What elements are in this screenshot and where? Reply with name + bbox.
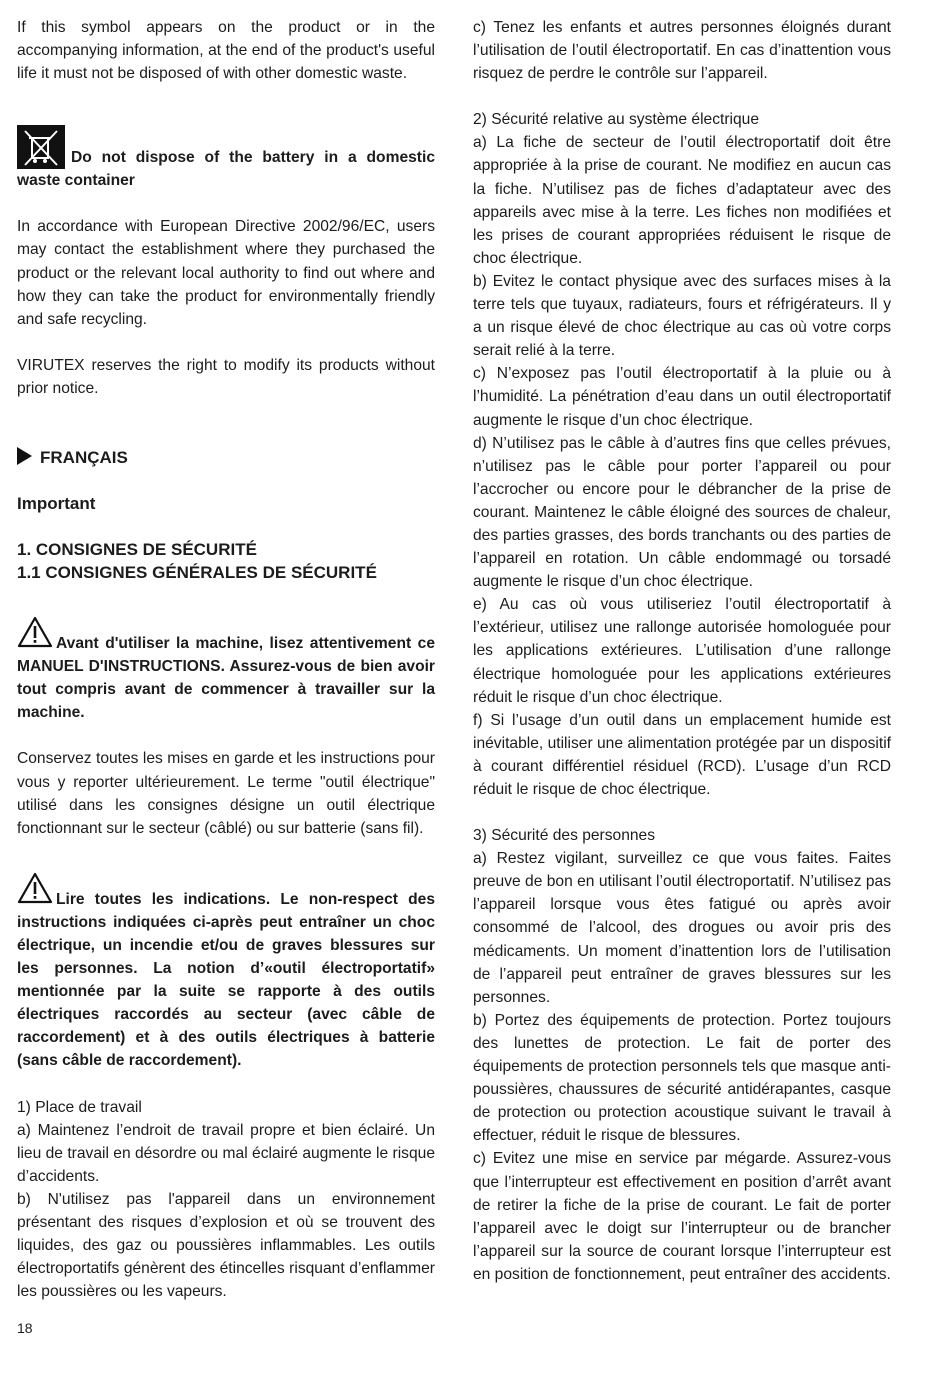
crossed-out-bin-icon [17, 125, 65, 169]
important-heading: Important [17, 494, 96, 514]
section-title-2: 1.1 CONSIGNES GÉNÉRALES DE SÉCURITÉ [17, 563, 377, 583]
paragraph-symbol: If this symbol appears on the product or in the accompanying information, at the end of the product's useful life it must not be disposed of with other domestic waste. [17, 19, 435, 83]
place-item-a: a) Maintenez l’endroit de travail propre et bien éclairé. Un lieu de travail en désordre ou mal éclairé augmente le risque d’accidents. [17, 1121, 435, 1185]
right-column [473, 16, 891, 1286]
page-number: 18 [17, 1320, 33, 1336]
language-heading-label: FRANÇAIS [40, 448, 128, 468]
electrical-item-c: c) N’exposez pas l’outil électroportatif à la pluie ou à l’humidité. La pénétration d’eau dans un outil électroportatif augmente le risque d’un choc électrique. [473, 365, 891, 429]
personal-item-a: a) Restez vigilant, surveillez ce que vous faites. Faites preuve de bon en utilisant l’outil électroportatif. N’utilisez pas l’appareil lorsque vous êtes fatigué ou après avoir consommé de l’alcool, des drogues ou avoir pris des médicaments. Un moment d’inattention lors de l’utilisation de l’appareil peut entraîner de graves blessures sur les personnes. [473, 850, 891, 1006]
electrical-item-b: b) Evitez le contact physique avec des surfaces mises à la terre tels que tuyaux, radiateurs, fours et réfrigérateurs. Il y a un risque élevé de choc électrique au cas où votre corps serait relié à la terre. [473, 272, 891, 360]
warning-text-2: Lire toutes les indications. Le non-respect des instructions indiquées ci-après peut entraîner un choc électrique, un incendie et/ou de graves blessures sur les personnes. La notion d’«outil électroportatif» mentionnée par la suite se rapporte à des outils électriques raccordés au secteur (avec câble de raccordement) et à des outils électriques à batterie (sans câble de raccordement). [17, 890, 435, 1070]
electrical-item-d: d) N’utilisez pas le câble à d’autres fins que celles prévues, n’utilisez pas le câble pour porter l’appareil ou pour l’accrocher ou encore pour le débrancher de la prise de courant. Maintenez le câble éloigné des sources de chaleur, des parties grasses, des bords tranchants ou des parties de l’appareil en rotation. Un câble endommagé ou torsadé augmente le risque d’un choc électrique. [473, 434, 891, 591]
battery-warning-block [17, 125, 435, 192]
section-title-1: 1. CONSIGNES DE SÉCURITÉ [17, 540, 257, 560]
electrical-heading: 2) Sécurité relative au système électrique [473, 111, 760, 129]
place-heading: 1) Place de travail [17, 1098, 142, 1116]
personal-item-c: c) Evitez une mise en service par mégarde. Assurez-vous que l’interrupteur est effectivement en position d’arrêt avant de retirer la fiche de la prise de courant. Le fait de porter l’appareil avec le doigt sur l’interrupteur ou de brancher l’appareil sur la source de courant lorsque l’interrupteur est en position de fonctionnement, peut entraîner des accidents. [473, 1150, 891, 1283]
warning-block-1 [17, 616, 435, 724]
electrical-item-e: e) Au cas où vous utiliseriez l’outil électroportatif à l’extérieur, utilisez une rallonge autorisée homologuée pour les applications extérieures. L’utilisation d’une rallonge électrique homologuée pour les applications extérieures réduit le risque d’un choc électrique. [473, 596, 891, 706]
paragraph-conservez: Conservez toutes les mises en garde et les instructions pour vous y reporter ultérieurement. Le terme "outil électrique" utilisé dans les consignes désigne un outil électrique fonctionnant sur le secteur (câblé) ou sur batterie (sans fil). [17, 750, 435, 837]
play-triangle-icon [17, 447, 32, 465]
language-heading [17, 446, 435, 469]
battery-warning-text: Do not dispose of the battery in a domestic waste container [17, 149, 435, 190]
warning-text-1: Avant d'utiliser la machine, lisez attentivement ce MANUEL D'INSTRUCTIONS. Assurez-vous de bien avoir tout compris avant de commencer à travailler sur la machine. [17, 635, 435, 722]
place-item-b: b) N'utilisez pas l'appareil dans un environnement présentant des risques d’explosion et où se trouvent des liquides, des gaz ou poussières inflammables. Les outils électroportatifs génèrent des étincelles risquant d’enflammer les poussières ou les vapeurs. [17, 1190, 435, 1301]
personal-item-b: b) Portez des équipements de protection. Portez toujours des lunettes de protection. Le fait de porter des équipements de protection personnels tels que masque anti-poussières, chaussures de sécurité antidérapantes, casque de protection ou protection acoustique suivant le travail à effectuer, réduit le risque de blessures. [473, 1011, 891, 1145]
warning-block-2 [17, 872, 435, 1073]
electrical-item-a: a) La fiche de secteur de l’outil électroportatif doit être appropriée à la prise de courant. Ne modifiez en aucun cas la fiche. N’utilisez pas de fiches d’adaptateur avec des appareils avec mise à la terre. Les fiches non modifiées et les prises de courant appropriées réduisent le risque de choc électrique. [473, 134, 891, 267]
electrical-item-f: f) Si l’usage d’un outil dans un emplacement humide est inévitable, utiliser une alimentation protégée par un dispositif à courant différentiel résiduel (RCD). L’usage d’un RCD réduit le risque de choc électrique. [473, 711, 891, 798]
warning-triangle-icon [17, 872, 53, 911]
warning-triangle-icon [17, 616, 53, 655]
personal-heading: 3) Sécurité des personnes [473, 827, 656, 845]
left-column [17, 16, 435, 1303]
place-item-c: c) Tenez les enfants et autres personnes éloignés durant l’utilisation de l’outil électroportatif. En cas d’inattention vous risquez de perdre le contrôle sur l’appareil. [473, 19, 891, 83]
paragraph-virutex: VIRUTEX reserves the right to modify its products without prior notice. [17, 356, 435, 397]
paragraph-directive: In accordance with European Directive 2002/96/EC, users may contact the establishment where they purchased the product or the relevant local authority to find out where and how they can take the product for environmentally friendly and safe recycling. [17, 218, 435, 328]
